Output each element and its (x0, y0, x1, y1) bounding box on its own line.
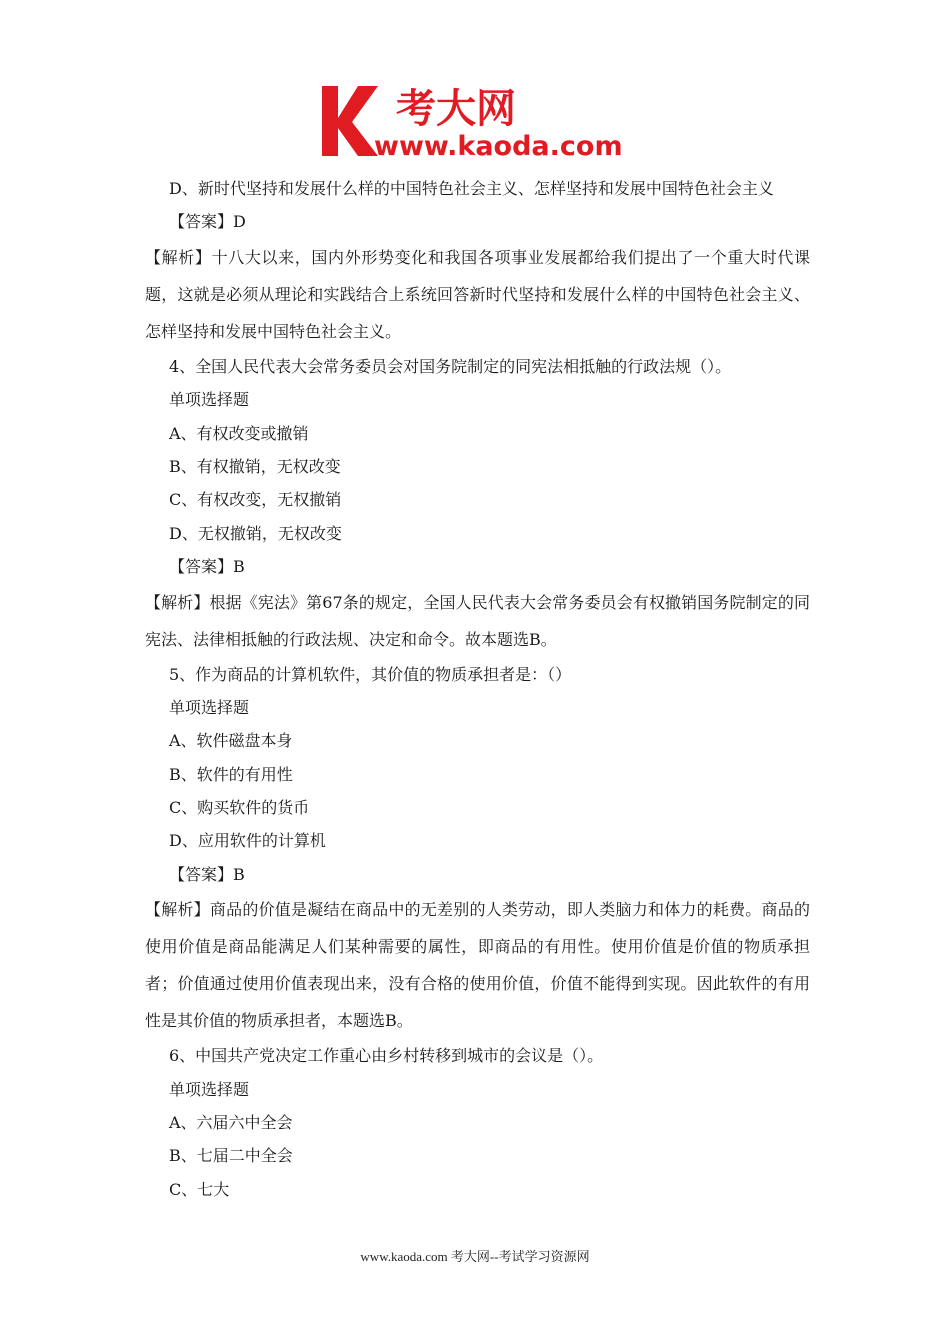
q5-option-c: C、购买软件的货币 (169, 798, 310, 818)
q3-analysis: 【解析】十八大以来，国内外形势变化和我国各项事业发展都给我们提出了一个重大时代课题，这就是必须从理论和实践结合上系统回答新时代坚持和发展什么样的中国特色社会主义、怎样坚持和发展中国特色社会主义。 (145, 247, 810, 341)
logo-k-mark (322, 86, 378, 156)
q3-option-d: D、新时代坚持和发展什么样的中国特色社会主义、怎样坚持和发展中国特色社会主义 (169, 179, 774, 198)
q5-option-a: A、软件磁盘本身 (169, 731, 293, 751)
q6-option-b: B、七届二中全会 (169, 1146, 293, 1166)
q6-option-c: C、七大 (169, 1179, 230, 1199)
q6-question: 6、中国共产党决定工作重心由乡村转移到城市的会议是（）。 (169, 1046, 604, 1066)
q6-type: 单项选择题 (169, 1079, 250, 1099)
page-footer[interactable]: www.kaoda.com 考大网--考试学习资源网 (360, 1249, 590, 1264)
q4-option-a: A、有权改变或撤销 (169, 423, 309, 443)
q4-answer: 【答案】B (169, 557, 245, 577)
document-body (145, 172, 810, 1206)
q4-type: 单项选择题 (169, 390, 250, 410)
q4-question: 4、全国人民代表大会常务委员会对国务院制定的同宪法相抵触的行政法规（）。 (169, 356, 732, 376)
logo-url: www.kaoda.com (374, 131, 623, 160)
q6-option-a: A、六届六中全会 (169, 1113, 293, 1133)
q5-option-d: D、应用软件的计算机 (169, 831, 326, 851)
q5-type: 单项选择题 (169, 697, 250, 717)
q4-analysis: 【解析】根据《宪法》第67条的规定，全国人民代表大会常务委员会有权撤销国务院制定的同宪法、法律相抵触的行政法规、决定和命令。故本题选B。 (145, 592, 810, 649)
q4-option-c: C、有权改变，无权撤销 (169, 490, 342, 510)
q5-answer: 【答案】B (169, 864, 245, 884)
q5-option-b: B、软件的有用性 (169, 764, 293, 784)
q4-option-b: B、有权撤销，无权改变 (169, 456, 341, 476)
q4-option-d: D、无权撤销，无权改变 (169, 523, 342, 543)
logo-brand-cn: 考大网 (396, 86, 516, 132)
q5-analysis: 【解析】商品的价值是凝结在商品中的无差别的人类劳动，即人类脑力和体力的耗费。商品的使用价值是商品能满足人们某种需要的属性，即商品的有用性。使用价值是价值的物质承担者；价值通过使用价值表现出来，没有合格的使用价值，价值不能得到实现。因此软件的有用性是其价值的物质承担者，本题选B。 (145, 900, 810, 1031)
site-logo[interactable] (318, 82, 640, 160)
q5-question: 5、作为商品的计算机软件，其价值的物质承担者是：（） (169, 664, 572, 684)
kaoda-logo-graphic (318, 82, 640, 160)
q3-answer: 【答案】D (169, 212, 246, 232)
